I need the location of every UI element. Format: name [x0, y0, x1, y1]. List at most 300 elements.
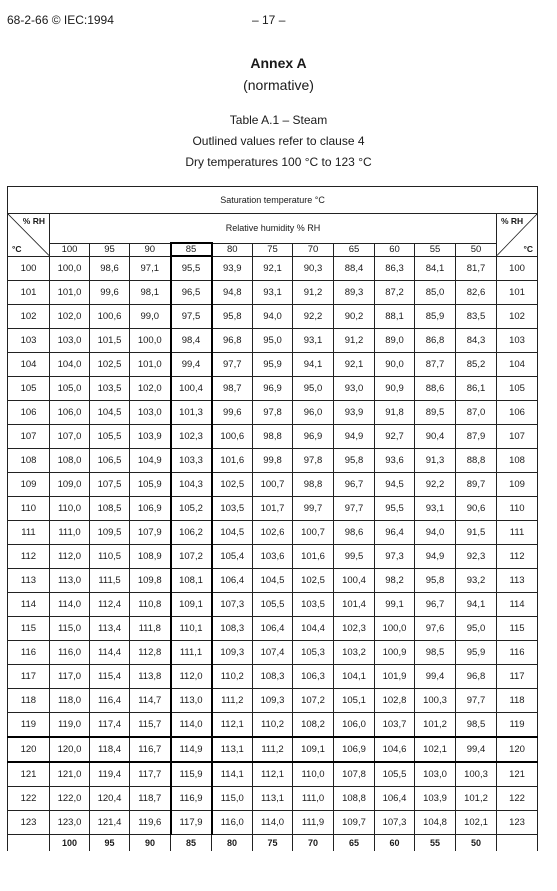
table-note: Outlined values refer to clause 4 — [192, 134, 365, 148]
humidity-column-footer: 70 — [293, 835, 334, 852]
saturation-value-cell: 113,1 — [212, 737, 253, 762]
saturation-value-cell: 85,2 — [456, 353, 497, 377]
saturation-value-cell: 118,4 — [90, 737, 130, 762]
saturation-value-cell: 122,0 — [50, 787, 90, 811]
saturation-value-cell: 96,9 — [253, 377, 293, 401]
saturation-value-cell: 90,0 — [375, 353, 415, 377]
saturation-value-cell: 114,7 — [130, 689, 171, 713]
saturation-value-cell: 105,5 — [90, 425, 130, 449]
saturation-value-cell: 113,1 — [253, 787, 293, 811]
table-row — [8, 811, 538, 835]
saturation-value-cell: 112,0 — [50, 545, 90, 569]
saturation-value-cell: 96,4 — [375, 521, 415, 545]
saturation-value-cell: 116,4 — [90, 689, 130, 713]
saturation-value-cell: 97,3 — [375, 545, 415, 569]
saturation-value-cell: 107,0 — [50, 425, 90, 449]
saturation-value-cell: 99,4 — [456, 737, 497, 762]
saturation-value-cell: 93,9 — [212, 256, 253, 281]
saturation-value-cell: 115,0 — [212, 787, 253, 811]
saturation-value-cell: 100,6 — [212, 425, 253, 449]
table-row — [8, 473, 538, 497]
saturation-value-cell: 106,5 — [90, 449, 130, 473]
dry-temperature-cell: 104 — [497, 353, 538, 377]
saturation-value-cell: 116,9 — [171, 787, 212, 811]
saturation-value-cell: 87,7 — [415, 353, 456, 377]
saturation-value-cell: 98,7 — [212, 377, 253, 401]
saturation-value-cell: 101,7 — [253, 497, 293, 521]
saturation-value-cell: 98,2 — [375, 569, 415, 593]
saturation-value-cell: 100,7 — [253, 473, 293, 497]
saturation-value-cell: 92,7 — [375, 425, 415, 449]
saturation-value-cell: 109,7 — [334, 811, 375, 835]
dry-temperature-cell: 121 — [8, 762, 50, 787]
saturation-value-cell: 95,8 — [334, 449, 375, 473]
table-row — [8, 329, 538, 353]
saturation-value-cell: 107,5 — [90, 473, 130, 497]
saturation-value-cell: 94,9 — [334, 425, 375, 449]
dry-temperature-cell: 105 — [8, 377, 50, 401]
saturation-value-cell: 88,6 — [415, 377, 456, 401]
saturation-value-cell: 100,3 — [456, 762, 497, 787]
saturation-value-cell: 84,1 — [415, 256, 456, 281]
saturation-value-cell: 116,0 — [212, 811, 253, 835]
saturation-value-cell: 88,1 — [375, 305, 415, 329]
saturation-value-cell: 107,3 — [375, 811, 415, 835]
saturation-value-cell: 111,8 — [130, 617, 171, 641]
saturation-value-cell: 103,5 — [90, 377, 130, 401]
dry-temperature-cell: 108 — [497, 449, 538, 473]
dry-temperature-cell: 123 — [8, 811, 50, 835]
saturation-value-cell: 114,1 — [212, 762, 253, 787]
saturation-value-cell: 96,5 — [171, 281, 212, 305]
saturation-value-cell: 95,9 — [253, 353, 293, 377]
footer-empty-cell — [8, 835, 50, 852]
saturation-value-cell: 97,8 — [253, 401, 293, 425]
dry-temperature-cell: 106 — [8, 401, 50, 425]
saturation-value-cell: 94,5 — [375, 473, 415, 497]
saturation-value-cell: 95,0 — [456, 617, 497, 641]
humidity-column-footer: 100 — [50, 835, 90, 852]
saturation-value-cell: 103,3 — [171, 449, 212, 473]
saturation-value-cell: 102,5 — [212, 473, 253, 497]
saturation-value-cell: 99,1 — [375, 593, 415, 617]
saturation-value-cell: 91,5 — [456, 521, 497, 545]
saturation-value-cell: 116,7 — [130, 737, 171, 762]
humidity-column-footer: 95 — [90, 835, 130, 852]
saturation-value-cell: 98,4 — [171, 329, 212, 353]
saturation-value-cell: 92,2 — [415, 473, 456, 497]
dry-temperature-cell: 119 — [497, 713, 538, 738]
saturation-value-cell: 102,3 — [171, 425, 212, 449]
saturation-value-cell: 106,3 — [293, 665, 334, 689]
table-row — [8, 425, 538, 449]
dry-temperature-cell: 111 — [497, 521, 538, 545]
saturation-value-cell: 103,0 — [50, 329, 90, 353]
saturation-value-cell: 104,5 — [90, 401, 130, 425]
footer-empty-cell — [497, 835, 538, 852]
saturation-value-cell: 94,1 — [293, 353, 334, 377]
saturation-value-cell: 109,1 — [171, 593, 212, 617]
table-row — [8, 401, 538, 425]
saturation-value-cell: 98,6 — [334, 521, 375, 545]
dry-temperature-cell: 112 — [497, 545, 538, 569]
saturation-value-cell: 97,8 — [293, 449, 334, 473]
corner-celsius-label: °C — [12, 243, 22, 254]
table-row — [8, 617, 538, 641]
saturation-value-cell: 103,0 — [130, 401, 171, 425]
saturation-value-cell: 118,7 — [130, 787, 171, 811]
humidity-column-footer: 75 — [253, 835, 293, 852]
saturation-value-cell: 97,1 — [130, 256, 171, 281]
humidity-column-header: 60 — [375, 243, 415, 256]
saturation-value-cell: 101,3 — [171, 401, 212, 425]
saturation-value-cell: 110,1 — [171, 617, 212, 641]
saturation-value-cell: 103,9 — [415, 787, 456, 811]
saturation-value-cell: 108,1 — [171, 569, 212, 593]
saturation-value-cell: 95,9 — [456, 641, 497, 665]
humidity-column-footer: 60 — [375, 835, 415, 852]
saturation-value-cell: 104,1 — [334, 665, 375, 689]
humidity-column-header: 75 — [253, 243, 293, 256]
table-row — [8, 521, 538, 545]
dry-temperature-cell: 104 — [8, 353, 50, 377]
saturation-value-cell: 106,4 — [212, 569, 253, 593]
saturation-value-cell: 100,6 — [90, 305, 130, 329]
saturation-value-cell: 90,6 — [456, 497, 497, 521]
saturation-value-cell: 101,6 — [212, 449, 253, 473]
saturation-value-cell: 108,9 — [130, 545, 171, 569]
saturation-value-cell: 123,0 — [50, 811, 90, 835]
saturation-value-cell: 97,7 — [456, 689, 497, 713]
saturation-value-cell: 104,5 — [212, 521, 253, 545]
saturation-value-cell: 94,1 — [456, 593, 497, 617]
saturation-value-cell: 115,4 — [90, 665, 130, 689]
table-row — [8, 353, 538, 377]
saturation-value-cell: 99,0 — [130, 305, 171, 329]
saturation-value-cell: 87,2 — [375, 281, 415, 305]
saturation-value-cell: 108,0 — [50, 449, 90, 473]
saturation-value-cell: 108,3 — [212, 617, 253, 641]
annex-subtitle: (normative) — [243, 77, 314, 93]
saturation-value-cell: 89,3 — [334, 281, 375, 305]
saturation-value-cell: 99,8 — [253, 449, 293, 473]
saturation-value-cell: 114,4 — [90, 641, 130, 665]
saturation-value-cell: 109,0 — [50, 473, 90, 497]
saturation-value-cell: 90,9 — [375, 377, 415, 401]
dry-temperature-cell: 107 — [8, 425, 50, 449]
saturation-value-cell: 110,0 — [50, 497, 90, 521]
saturation-value-cell: 102,5 — [293, 569, 334, 593]
saturation-value-cell: 117,0 — [50, 665, 90, 689]
saturation-value-cell: 91,8 — [375, 401, 415, 425]
saturation-value-cell: 98,5 — [456, 713, 497, 738]
saturation-value-cell: 104,9 — [130, 449, 171, 473]
saturation-value-cell: 100,4 — [171, 377, 212, 401]
saturation-value-cell: 105,3 — [293, 641, 334, 665]
dry-temperature-cell: 112 — [8, 545, 50, 569]
saturation-value-cell: 102,1 — [415, 737, 456, 762]
dry-temperature-cell: 116 — [497, 641, 538, 665]
dry-temperature-cell: 109 — [497, 473, 538, 497]
saturation-value-cell: 92,1 — [334, 353, 375, 377]
saturation-value-cell: 93,0 — [334, 377, 375, 401]
saturation-value-cell: 106,4 — [253, 617, 293, 641]
dry-temperature-cell: 120 — [497, 737, 538, 762]
saturation-value-cell: 105,5 — [375, 762, 415, 787]
saturation-value-cell: 109,5 — [90, 521, 130, 545]
saturation-value-cell: 85,0 — [415, 281, 456, 305]
saturation-value-cell: 106,0 — [334, 713, 375, 738]
dry-temperature-cell: 113 — [8, 569, 50, 593]
saturation-value-cell: 107,8 — [334, 762, 375, 787]
saturation-value-cell: 95,0 — [253, 329, 293, 353]
saturation-value-cell: 114,0 — [171, 713, 212, 738]
saturation-value-cell: 90,2 — [334, 305, 375, 329]
saturation-value-cell: 111,0 — [50, 521, 90, 545]
dry-temperature-cell: 113 — [497, 569, 538, 593]
saturation-value-cell: 96,8 — [212, 329, 253, 353]
saturation-value-cell: 89,0 — [375, 329, 415, 353]
saturation-value-cell: 108,3 — [253, 665, 293, 689]
saturation-value-cell: 105,4 — [212, 545, 253, 569]
table-row — [8, 497, 538, 521]
humidity-column-header: 80 — [212, 243, 253, 256]
dry-temperature-cell: 101 — [8, 281, 50, 305]
corner-header-left — [8, 214, 50, 257]
table-row — [8, 762, 538, 787]
saturation-value-cell: 116,0 — [50, 641, 90, 665]
saturation-value-cell: 101,2 — [415, 713, 456, 738]
saturation-value-cell: 118,0 — [50, 689, 90, 713]
saturation-value-cell: 121,4 — [90, 811, 130, 835]
saturation-value-cell: 96,7 — [415, 593, 456, 617]
saturation-value-cell: 98,6 — [90, 256, 130, 281]
saturation-value-cell: 109,8 — [130, 569, 171, 593]
dry-temperature-cell: 109 — [8, 473, 50, 497]
saturation-value-cell: 104,4 — [293, 617, 334, 641]
saturation-value-cell: 103,6 — [253, 545, 293, 569]
saturation-value-cell: 109,3 — [253, 689, 293, 713]
table-row — [8, 281, 538, 305]
saturation-value-cell: 92,1 — [253, 256, 293, 281]
saturation-value-cell: 103,9 — [130, 425, 171, 449]
table-row — [8, 377, 538, 401]
humidity-column-header: 65 — [334, 243, 375, 256]
saturation-value-cell: 93,6 — [375, 449, 415, 473]
saturation-value-cell: 100,0 — [50, 256, 90, 281]
saturation-value-cell: 93,2 — [456, 569, 497, 593]
dry-temperature-cell: 110 — [497, 497, 538, 521]
dry-temperature-cell: 122 — [8, 787, 50, 811]
saturation-value-cell: 94,9 — [415, 545, 456, 569]
table-row — [8, 256, 538, 281]
dry-temperature-cell: 116 — [8, 641, 50, 665]
saturation-value-cell: 84,3 — [456, 329, 497, 353]
saturation-value-cell: 100,4 — [334, 569, 375, 593]
saturation-value-cell: 106,2 — [171, 521, 212, 545]
saturation-value-cell: 95,5 — [171, 256, 212, 281]
saturation-value-cell: 114,9 — [171, 737, 212, 762]
saturation-value-cell: 106,0 — [50, 401, 90, 425]
saturation-value-cell: 96,0 — [293, 401, 334, 425]
saturation-value-cell: 99,4 — [171, 353, 212, 377]
saturation-value-cell: 110,0 — [293, 762, 334, 787]
saturation-value-cell: 91,3 — [415, 449, 456, 473]
dry-temperature-cell: 103 — [8, 329, 50, 353]
humidity-column-footer: 50 — [456, 835, 497, 852]
humidity-column-header: 85 — [171, 243, 212, 256]
saturation-value-cell: 101,5 — [90, 329, 130, 353]
humidity-column-header: 70 — [293, 243, 334, 256]
saturation-value-cell: 89,7 — [456, 473, 497, 497]
table-caption: Table A.1 – Steam — [229, 113, 328, 127]
saturation-value-cell: 87,9 — [456, 425, 497, 449]
saturation-value-cell: 106,9 — [334, 737, 375, 762]
saturation-value-cell: 107,4 — [253, 641, 293, 665]
saturation-value-cell: 113,4 — [90, 617, 130, 641]
saturation-value-cell: 100,0 — [130, 329, 171, 353]
saturation-value-cell: 111,0 — [293, 787, 334, 811]
saturation-value-cell: 102,0 — [50, 305, 90, 329]
saturation-value-cell: 85,9 — [415, 305, 456, 329]
saturation-value-cell: 113,0 — [171, 689, 212, 713]
saturation-value-cell: 102,3 — [334, 617, 375, 641]
saturation-value-cell: 110,2 — [253, 713, 293, 738]
saturation-value-cell: 120,0 — [50, 737, 90, 762]
dry-temperature-cell: 121 — [497, 762, 538, 787]
dry-temperature-cell: 110 — [8, 497, 50, 521]
saturation-value-cell: 93,9 — [334, 401, 375, 425]
dry-temperature-cell: 100 — [497, 256, 538, 281]
dry-temperature-cell: 119 — [8, 713, 50, 738]
saturation-value-cell: 117,4 — [90, 713, 130, 738]
saturation-value-cell: 98,8 — [253, 425, 293, 449]
dry-temperature-cell: 101 — [497, 281, 538, 305]
humidity-column-header: 95 — [90, 243, 130, 256]
saturation-value-cell: 95,8 — [212, 305, 253, 329]
saturation-value-cell: 107,3 — [212, 593, 253, 617]
dry-temperature-cell: 117 — [8, 665, 50, 689]
dry-temperature-cell: 108 — [8, 449, 50, 473]
saturation-value-cell: 112,1 — [253, 762, 293, 787]
saturation-value-cell: 105,0 — [50, 377, 90, 401]
saturation-value-cell: 106,4 — [375, 787, 415, 811]
table-row — [8, 449, 538, 473]
dry-temperature-cell: 107 — [497, 425, 538, 449]
saturation-value-cell: 109,1 — [293, 737, 334, 762]
saturation-value-cell: 90,4 — [415, 425, 456, 449]
saturation-value-cell: 121,0 — [50, 762, 90, 787]
saturation-value-cell: 92,2 — [293, 305, 334, 329]
saturation-value-cell: 101,4 — [334, 593, 375, 617]
saturation-value-cell: 117,9 — [171, 811, 212, 835]
saturation-value-cell: 107,9 — [130, 521, 171, 545]
saturation-value-cell: 86,8 — [415, 329, 456, 353]
saturation-value-cell: 87,0 — [456, 401, 497, 425]
saturation-value-cell: 112,8 — [130, 641, 171, 665]
saturation-value-cell: 102,0 — [130, 377, 171, 401]
saturation-value-cell: 98,1 — [130, 281, 171, 305]
page-number: – 17 – — [252, 13, 286, 27]
saturation-value-cell: 119,0 — [50, 713, 90, 738]
saturation-value-cell: 120,4 — [90, 787, 130, 811]
humidity-column-footer: 55 — [415, 835, 456, 852]
saturation-value-cell: 112,4 — [90, 593, 130, 617]
corner-celsius-label: °C — [523, 243, 534, 254]
saturation-value-cell: 104,6 — [375, 737, 415, 762]
saturation-value-cell: 103,0 — [415, 762, 456, 787]
saturation-value-cell: 111,1 — [171, 641, 212, 665]
saturation-value-cell: 92,3 — [456, 545, 497, 569]
saturation-value-cell: 110,8 — [130, 593, 171, 617]
saturation-value-cell: 100,0 — [375, 617, 415, 641]
humidity-column-footer: 65 — [334, 835, 375, 852]
saturation-value-cell: 109,3 — [212, 641, 253, 665]
dry-temperature-cell: 114 — [8, 593, 50, 617]
saturation-value-cell: 97,5 — [171, 305, 212, 329]
dry-temperature-cell: 102 — [497, 305, 538, 329]
saturation-value-cell: 108,2 — [293, 713, 334, 738]
saturation-value-cell: 111,2 — [212, 689, 253, 713]
saturation-value-cell: 100,7 — [293, 521, 334, 545]
saturation-value-cell: 91,2 — [293, 281, 334, 305]
annex-title: Annex A — [250, 55, 307, 71]
saturation-value-cell: 88,8 — [456, 449, 497, 473]
saturation-value-cell: 119,4 — [90, 762, 130, 787]
relative-humidity-header: Relative humidity % RH — [50, 214, 497, 244]
dry-temperature-cell: 106 — [497, 401, 538, 425]
saturation-value-cell: 105,2 — [171, 497, 212, 521]
saturation-value-cell: 97,7 — [334, 497, 375, 521]
saturation-value-cell: 97,7 — [212, 353, 253, 377]
saturation-value-cell: 114,0 — [253, 811, 293, 835]
saturation-value-cell: 101,2 — [456, 787, 497, 811]
saturation-value-cell: 99,6 — [212, 401, 253, 425]
saturation-value-cell: 86,3 — [375, 256, 415, 281]
dry-temperature-cell: 120 — [8, 737, 50, 762]
saturation-value-cell: 105,1 — [334, 689, 375, 713]
table-row — [8, 737, 538, 762]
saturation-value-cell: 91,2 — [334, 329, 375, 353]
dry-temperature-cell: 123 — [497, 811, 538, 835]
table-row — [8, 689, 538, 713]
saturation-value-cell: 107,2 — [293, 689, 334, 713]
dry-temperature-cell: 122 — [497, 787, 538, 811]
saturation-value-cell: 115,9 — [171, 762, 212, 787]
dry-temperature-cell: 102 — [8, 305, 50, 329]
table-row — [8, 305, 538, 329]
saturation-value-cell: 115,7 — [130, 713, 171, 738]
humidity-column-header: 100 — [50, 243, 90, 256]
saturation-value-cell: 94,0 — [253, 305, 293, 329]
saturation-value-cell: 114,0 — [50, 593, 90, 617]
saturation-value-cell: 113,0 — [50, 569, 90, 593]
saturation-value-cell: 108,5 — [90, 497, 130, 521]
saturation-value-cell: 102,6 — [253, 521, 293, 545]
saturation-value-cell: 112,0 — [171, 665, 212, 689]
saturation-value-cell: 103,5 — [293, 593, 334, 617]
saturation-value-cell: 93,1 — [253, 281, 293, 305]
saturation-value-cell: 96,9 — [293, 425, 334, 449]
saturation-value-cell: 103,2 — [334, 641, 375, 665]
dry-temperature-cell: 118 — [8, 689, 50, 713]
saturation-value-cell: 110,5 — [90, 545, 130, 569]
saturation-value-cell: 104,5 — [253, 569, 293, 593]
saturation-value-cell: 95,8 — [415, 569, 456, 593]
saturation-value-cell: 101,9 — [375, 665, 415, 689]
corner-rh-label: % RH — [501, 216, 524, 226]
saturation-value-cell: 99,7 — [293, 497, 334, 521]
